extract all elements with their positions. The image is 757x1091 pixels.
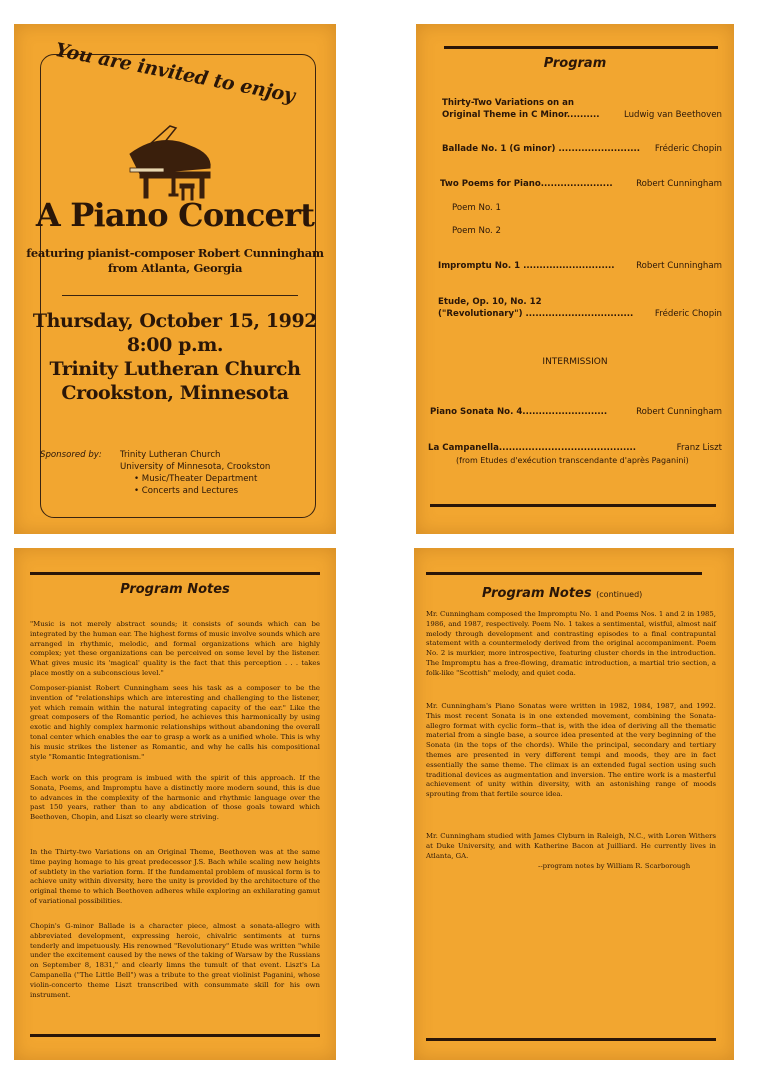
grand-piano-icon — [120, 124, 220, 202]
invite-line: You are invited to enjoy — [53, 38, 297, 108]
notes-heading: Program Notes — [120, 582, 230, 597]
top-rule — [444, 46, 718, 49]
event-date: Thursday, October 15, 1992 — [32, 310, 318, 332]
event-city: Crookston, Minnesota — [61, 382, 289, 404]
program-notes-panel — [14, 548, 336, 1060]
notes-paragraph: Mr. Cunningham's Piano Sonatas were written in 1982, 1984, 1987, and 1992. This most recent Sonata is in one extended movement, combining the Sonata-allegro format with cyclic form--that is, with the idea of deriving all the thematic material from a single base, a source idea presented at the very beginning of the Sonata (in the tops of the chords). While the principal, secondary and tertiary themes are presented in very different tempi and moods, they are in fact essentially the same theme. The climax is an extended fugal section using such traditional devices as augmentation and inversion. The entire work is a masterful achievement of unity within diversity, with an astonishing range of moods sprouting from that fertile source idea. — [426, 702, 716, 799]
bottom-rule — [426, 1038, 716, 1041]
sponsor-item: • Concerts and Lectures — [134, 486, 239, 496]
sponsor-label: Sponsored by: — [40, 450, 102, 460]
notes-paragraph: Chopin's G-minor Ballade is a character piece, almost a sonata-allegro with abbreviated development, expressing heroic, chivalric sentiments at turns tenderly and impetuously. His renowned "Revolutionary" Etude was written "while under the excitement caused by the news of the taking of Warsaw by the Russians on September 8, 1831," and clearly limns the tumult of that event. Liszt's La Campanella ("The Little Bell") was a tribute to the great violinist Paganini, whose violin-concerto theme Liszt transcribed with consummate skill for his own instrument. — [30, 922, 320, 999]
sponsor-item: University of Minnesota, Crookston — [120, 462, 271, 472]
notes-signature: --program notes by William R. Scarborough — [538, 862, 691, 870]
notes-paragraph: Composer-pianist Robert Cunningham sees his task as a composer to be the invention of "relationships which are interesting and challenging to the listener, yet which remain within the natural integrating capacity of the ear." Like the great composers of the Romantic period, he achieves this harmonically by using exotic and highly complex harmonic relationships without abandoning the overall tonal center which enables the ear to grasp a work as a unified whole. This is why his music strikes the listener as Romantic, and why he calls his compositional style "Romantic Integrationism." — [30, 684, 320, 761]
sponsor-item: Trinity Lutheran Church — [120, 450, 221, 460]
notes-paragraph: In the Thirty-two Variations on an Original Theme, Beethoven was at the same time paying homage to his great predecessor J.S. Bach while scaling new heights of subtlety in the variation form. If the fundamental problem of musical form is to achieve unity within diversity, here the unity is provided by the architecture of the original theme to which Beethoven adheres while exploring an exhilarating gamut of variational possibilities. — [30, 848, 320, 905]
divider — [62, 295, 298, 296]
program-notes-continued-panel — [414, 548, 734, 1060]
notes-heading-text: Program Notes — [482, 586, 592, 601]
notes-heading-suffix: (continued) — [596, 590, 643, 599]
notes-paragraph: Each work on this program is imbued with the spirit of this approach. If the Sonata, Poems, and Impromptu have a distinctly more modern sound, this is due to advances in the complexity of the harmonic and rhythmic language over the past 150 years, rather than to any abdication of those goals toward which Beethoven, Chopin, and Liszt so clearly were striving. — [30, 774, 320, 822]
sponsor-item: • Music/Theater Department — [134, 474, 258, 484]
event-details — [14, 309, 336, 405]
bottom-rule — [430, 504, 716, 507]
notes-heading — [482, 586, 642, 601]
top-rule — [426, 572, 702, 575]
sponsor-list — [120, 449, 270, 497]
bottom-rule — [30, 1034, 320, 1037]
subtitle — [14, 246, 336, 276]
notes-paragraph: Mr. Cunningham studied with James Clyburn in Raleigh, N.C., with Loren Withers at Duke University, and with Katherine Bacon at Juilliard. He currently lives in Atlanta, GA. — [426, 832, 716, 860]
subtitle-line-2: from Atlanta, Georgia — [107, 261, 243, 275]
concert-title: A Piano Concert — [35, 196, 315, 234]
event-time: 8:00 p.m. — [126, 334, 224, 356]
program-panel: Program Thirty-Two Variations on an Original Theme in C Minor.......... Ludwig van Beethoven Ballade No. 1 (G minor) ......................... Fréderic Chopin Two Poems for Piano...................... Robert Cunningham Poem No. 1 Poem No. 2 Impromptu No. 1 ............................ Robert Cunningham Etude, Op. 10, No. 12 ("Revolutionary") ................................. Fréderic Chopin INTERMISSION Piano Sonata No. 4.......................... Robert Cunningham La Campanella.......................................... Franz Liszt (from Etudes d'exécution transcendante d'après Paganini) — [416, 24, 734, 534]
intermission: INTERMISSION — [542, 357, 608, 367]
notes-paragraph: Mr. Cunningham composed the Impromptu No. 1 and Poems Nos. 1 and 2 in 1985, 1986, and 1987, respectively. Poem No. 1 takes a sentimental, wistful, almost naif melody through development and contrasting episodes to a final contrapuntal statement with a countermelody derived from the original accompaniment. Poem No. 2 is murkier, more introspective, featuring cluster chords in the introduction. The Impromptu has a free-flowing, dramatic introduction, a martial trio section, a folk-like "Scottish" melody, and quiet coda. — [426, 610, 716, 677]
event-venue: Trinity Lutheran Church — [49, 358, 301, 380]
invitation-panel — [14, 24, 336, 534]
notes-paragraph: "Music is not merely abstract sounds; it consists of sounds which can be integrated by the human ear. The highest forms of music involve sounds which are arranged in rhythmic, melodic, and formal organizations which are highly complex; yet these organizations can be perceived on some level by the listener. What gives music its 'magical' quality is the fact that this perception . . . takes place mostly on a subconscious level." — [30, 620, 320, 677]
subtitle-line-1: featuring pianist-composer Robert Cunningham — [26, 246, 324, 260]
top-rule — [30, 572, 320, 575]
program-heading: Program — [543, 56, 607, 71]
